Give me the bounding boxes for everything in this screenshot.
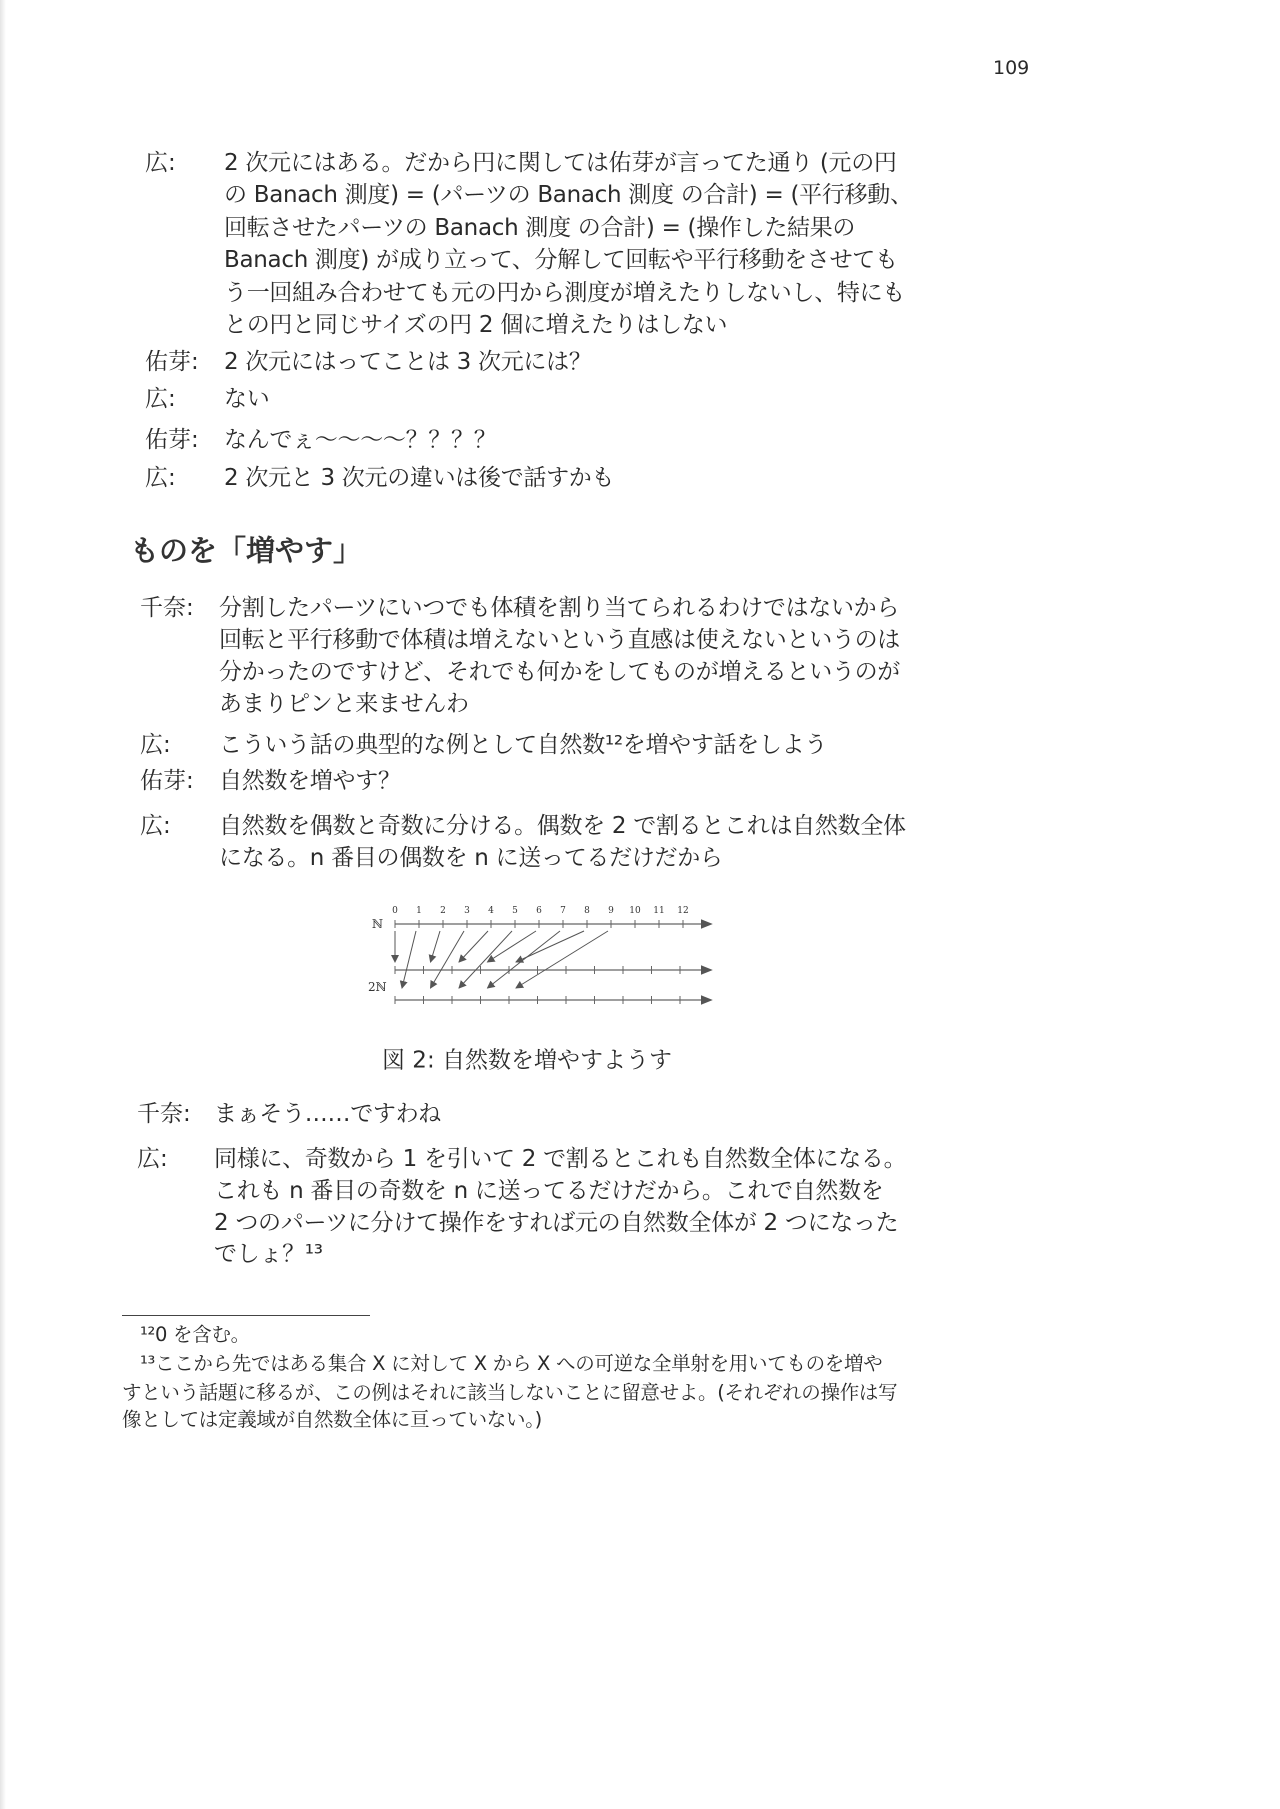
footnote-13-line: すという話題に移るが、この例はそれに該当しないことに留意せよ。(それぞれの操作は写: [122, 1381, 898, 1404]
tick-label: 11: [653, 906, 665, 916]
dialogue-line: 回転と平行移動で体積は増えないという直感は使えないというのは: [219, 627, 901, 653]
speaker-label: 佑芽:: [140, 768, 194, 794]
scan-edge: [0, 0, 6, 1809]
tick-label: 3: [464, 906, 470, 916]
footnote-13-line: 像としては定義域が自然数全体に亘っていない。): [122, 1408, 542, 1431]
arrow-odd-to-bottom: [516, 931, 608, 988]
section-heading: ものを「増やす」: [130, 533, 363, 568]
speaker-label: 広:: [140, 813, 171, 839]
footnote-12: ¹²0 を含む。: [140, 1323, 250, 1346]
footnote-rule: [122, 1315, 370, 1316]
figure-caption: 図 2: 自然数を増やすようす: [382, 1047, 673, 1074]
arrow-odd-to-bottom: [459, 931, 512, 988]
tick-label: 5: [512, 906, 518, 916]
dialogue-line: 分割したパーツにいつでも体積を割り当てられるわけではないから: [219, 595, 900, 621]
speaker-label: 千奈:: [140, 595, 194, 621]
speaker-label: 広:: [137, 1146, 168, 1172]
speaker-label: 千奈:: [137, 1101, 191, 1127]
dialogue-line: こういう話の典型的な例として自然数¹²を増やす話をしよう: [219, 732, 828, 758]
tick-label: 1: [416, 906, 422, 916]
arrow-even-to-middle: [459, 931, 488, 962]
tick-label: 8: [584, 906, 590, 916]
figure-natural-numbers-diagram: [340, 900, 740, 1015]
dialogue-line: 回転させたパーツの Banach 測度 の合計) = (操作した結果の: [224, 214, 856, 241]
dialogue-line: 2 次元にはってことは 3 次元には？: [224, 349, 592, 375]
tick-label: 4: [488, 906, 494, 916]
dialogue-line: 2 次元と 3 次元の違いは後で話すかも: [224, 465, 615, 491]
dialogue-line: との円と同じサイズの円 2 個に増えたりはしない: [224, 312, 728, 338]
tick-label: 2: [440, 906, 446, 916]
footnote-13-line: ¹³ここから先ではある集合 X に対して X から X への可逆な全単射を用いてものを増や: [140, 1352, 883, 1375]
dialogue-line: でしょ？¹³: [214, 1241, 323, 1268]
dialogue-line: 2 つのパーツに分けて操作をすれば元の自然数全体が 2 つになった: [214, 1209, 899, 1236]
dialogue-line: まぁそう……ですわね: [214, 1101, 442, 1127]
dialogue-line: の Banach 測度) = (パーツの Banach 測度 の合計) = (平行移動、: [224, 182, 913, 209]
speaker-label: 広:: [140, 732, 171, 758]
dialogue-line: になる。n 番目の偶数を n に送ってるだけだから: [219, 845, 723, 871]
tick-label: 12: [677, 906, 689, 916]
arrow-even-to-middle: [516, 931, 584, 962]
tick-label: 6: [536, 906, 542, 916]
label-2n: 2ℕ: [368, 980, 387, 994]
speaker-label: 佑芽:: [145, 349, 199, 375]
speaker-label: 広:: [145, 386, 176, 412]
dialogue-line: 同様に、奇数から 1 を引いて 2 で割るとこれも自然数全体になる。: [214, 1146, 907, 1172]
speaker-label: 広:: [145, 465, 176, 491]
dialogue-line: 自然数を増やす？: [219, 768, 401, 794]
dialogue-line: これも n 番目の奇数を n に送ってるだけだから。これで自然数を: [214, 1177, 884, 1204]
tick-label: 10: [629, 906, 641, 916]
arrow-odd-to-bottom: [402, 931, 416, 988]
arrow-odd-to-bottom: [488, 931, 561, 988]
tick-label: 0: [392, 906, 398, 916]
arrow-even-to-middle: [488, 931, 537, 962]
dialogue-line: 分かったのですけど、それでも何かをしてものが増えるというのが: [219, 659, 901, 685]
arrow-odd-to-bottom: [431, 931, 465, 988]
label-n: ℕ: [372, 917, 383, 931]
arrow-even-to-middle: [431, 931, 441, 962]
tick-label: 7: [560, 906, 566, 916]
speaker-label: 広:: [145, 150, 176, 176]
dialogue-line: う一回組み合わせても元の円から測度が増えたりしないし、特にも: [224, 279, 906, 306]
page-number: 109: [993, 57, 1030, 79]
dialogue-line: ない: [224, 386, 270, 412]
speaker-label: 佑芽:: [145, 427, 199, 453]
dialogue-line: Banach 測度) が成り立って、分解して回転や平行移動をさせても: [224, 247, 898, 274]
dialogue-line: なんでぇ〜〜〜〜？？？？: [224, 427, 497, 453]
tick-label: 9: [608, 906, 614, 916]
dialogue-line: 2 次元にはある。だから円に関しては佑芽が言ってた通り (元の円: [224, 150, 897, 176]
dialogue-line: あまりピンと来ませんわ: [219, 691, 469, 717]
dialogue-line: 自然数を偶数と奇数に分ける。偶数を 2 で割るとこれは自然数全体: [219, 813, 906, 839]
